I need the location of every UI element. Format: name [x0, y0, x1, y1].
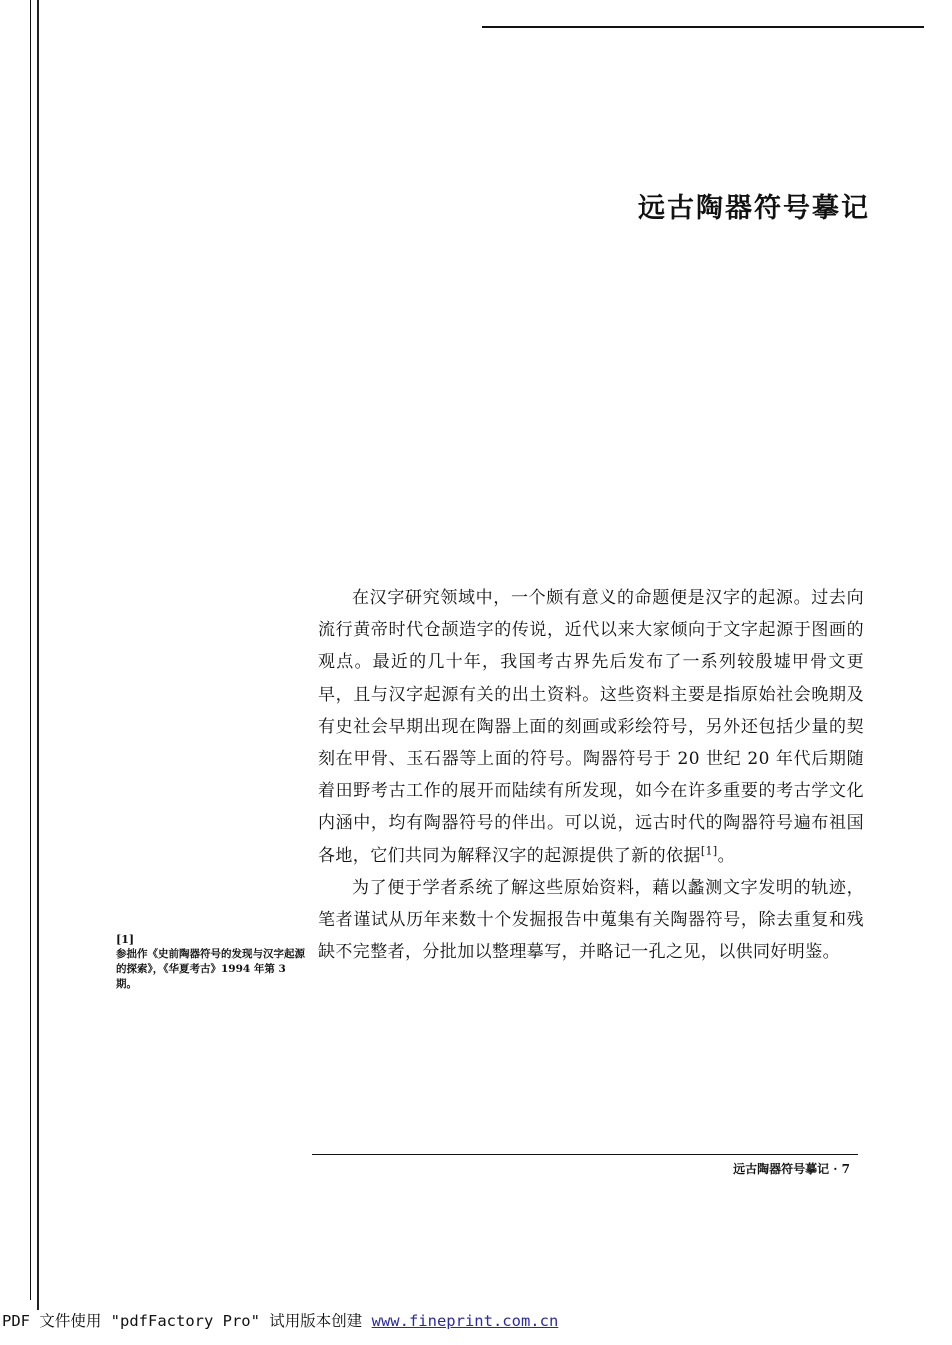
side-footnote	[116, 932, 306, 992]
pdf-credit-text: PDF 文件使用 "pdfFactory Pro" 试用版本创建	[2, 1312, 372, 1330]
footnote-reference[interactable]: [1]	[700, 843, 718, 857]
paragraph-2: 为了便于学者系统了解这些原始资料，藉以蠡测文字发明的轨迹，笔者谨试从历年来数十个发掘报告中蒐集有关陶器符号，除去重复和残缺不完整者，分批加以整理摹写，并略记一孔之见，以供同好明鉴。	[318, 877, 864, 963]
footnote-number: [1]	[116, 933, 135, 946]
top-rule	[482, 26, 924, 28]
pdf-credit-link[interactable]: www.fineprint.com.cn	[371, 1312, 559, 1330]
left-margin-line	[30, 0, 31, 1300]
left-margin-line-inner	[37, 0, 39, 1310]
footer-rule	[312, 1154, 858, 1155]
paragraph-1-text: 在汉字研究领域中，一个颇有意义的命题便是汉字的起源。过去向流行黄帝时代仓颉造字的传说，近代以来大家倾向于文字起源于图画的观点。最近的几十年，我国考古界先后发布了一系列较殷墟甲骨文更早，且与汉字起源有关的出土资料。这些资料主要是指原始社会晚期及有史社会早期出现在陶器上面的刻画或彩绘符号，另外还包括少量的契刻在甲骨、玉石器等上面的符号。陶器符号于 20 世纪 20 年代后期随着田野考古工作的展开而陆续有所发现，如今在许多重要的考古学文化内涵中，均有陶器符号的伴出。可以说，远古时代的陶器符号遍布祖国各地，它们共同为解释汉字的起源提供了新的依据	[318, 588, 864, 866]
running-footer: 远古陶器符号摹记 · 7	[733, 1162, 850, 1176]
pdf-credit	[2, 1309, 558, 1331]
footnote-text: 参拙作《史前陶器符号的发现与汉字起源的探索》，《华夏考古》1994 年第 3 期。	[116, 948, 305, 990]
paragraph-1-end: 。	[717, 845, 736, 866]
body-text	[318, 582, 864, 968]
paragraph-1	[318, 582, 864, 872]
chapter-title: 远古陶器符号摹记	[638, 193, 870, 225]
